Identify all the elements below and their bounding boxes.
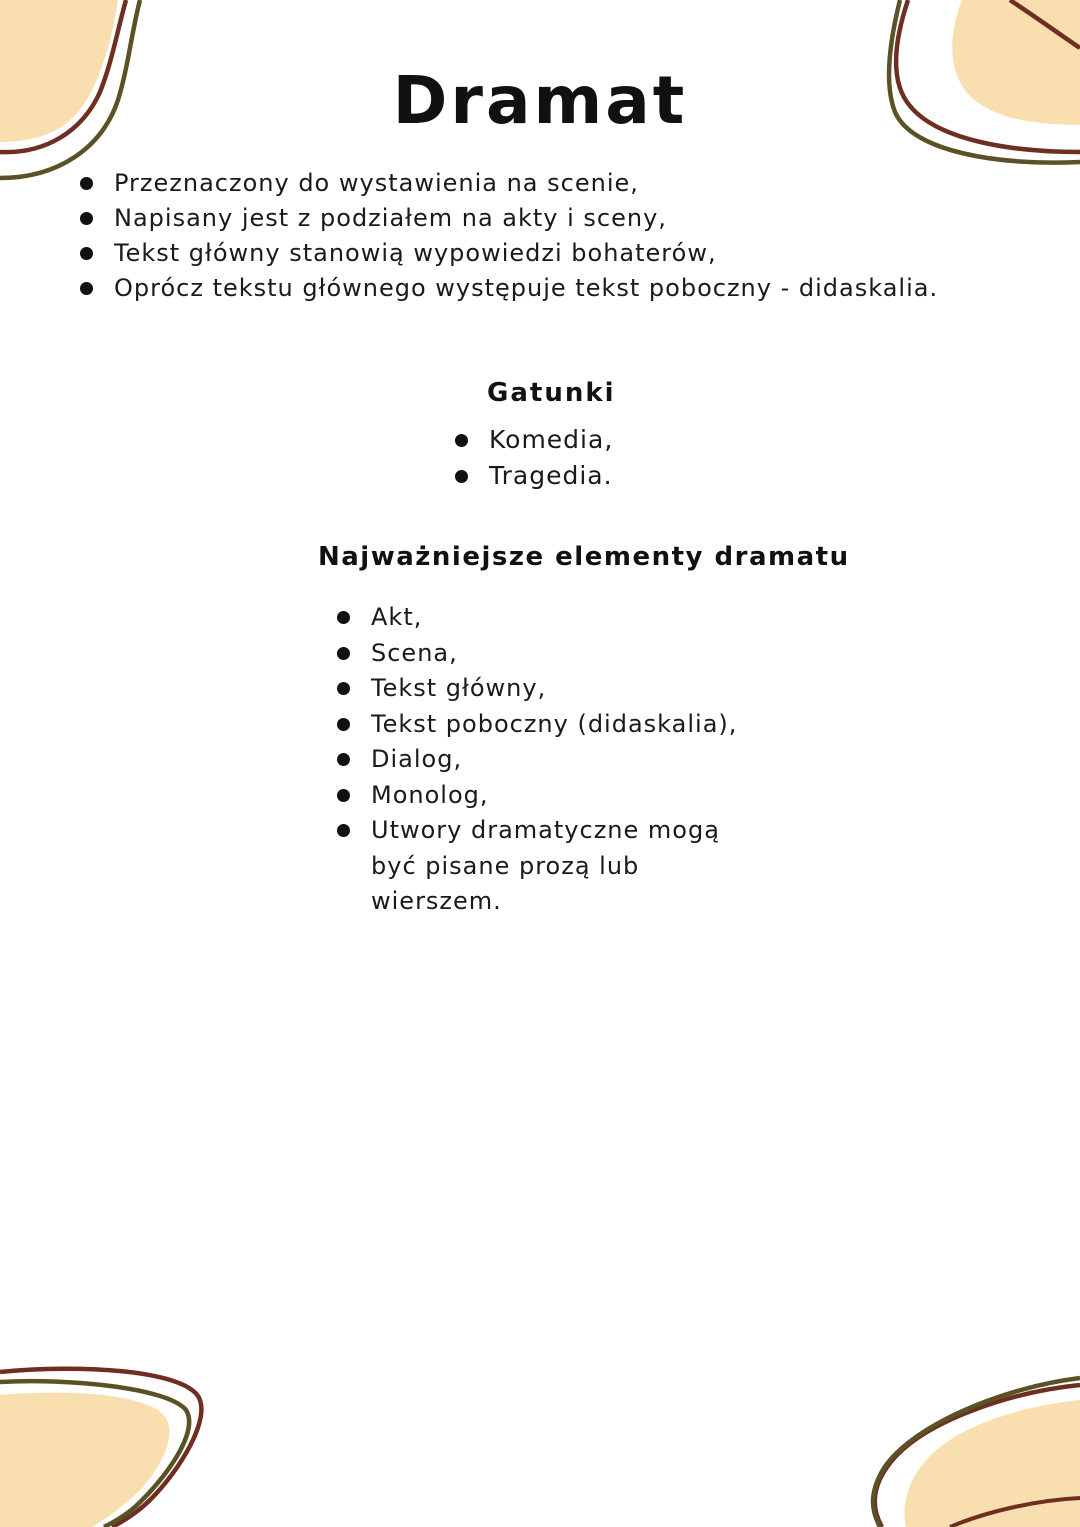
bottom-right-decoration — [873, 1378, 1080, 1527]
bullet-icon — [337, 611, 350, 624]
bullet-icon — [337, 824, 350, 837]
bottom-left-blob — [0, 1393, 169, 1527]
list-item — [455, 422, 613, 458]
list-item-text: Utwory dramatyczne mogą być pisane prozą lub wierszem. — [371, 816, 720, 915]
bullet-icon — [337, 718, 350, 731]
list-item-text: Przeznaczony do wystawienia na scenie, — [114, 169, 639, 197]
list-item — [80, 271, 938, 306]
list-item — [337, 636, 767, 672]
top-right-line-loop — [1010, 0, 1080, 48]
elements-heading: Najważniejsze elementy dramatu — [318, 542, 850, 572]
list-item — [337, 671, 767, 707]
bottom-left-line-brown — [0, 1369, 201, 1527]
bottom-left-line-olive — [0, 1381, 189, 1527]
bullet-icon — [80, 212, 93, 225]
bullet-icon — [80, 177, 93, 190]
list-item-text: Komedia, — [489, 425, 614, 454]
list-item — [337, 813, 767, 920]
list-item — [455, 458, 613, 494]
page-title: Dramat — [392, 62, 688, 139]
list-item — [80, 166, 938, 201]
bottom-right-blob — [905, 1400, 1080, 1527]
list-item-text: Scena, — [371, 638, 458, 667]
list-item — [80, 201, 938, 236]
bottom-left-decoration — [0, 1369, 201, 1527]
list-item-text: Tekst główny stanowią wypowiedzi bohaterów, — [114, 239, 717, 267]
list-item-text: Tekst poboczny (didaskalia), — [371, 709, 738, 738]
list-item-text: Tekst główny, — [371, 674, 547, 702]
list-item — [337, 778, 767, 814]
bullet-icon — [80, 247, 93, 260]
bullet-icon — [455, 470, 468, 483]
elements-list — [337, 600, 767, 920]
list-item — [337, 600, 767, 636]
bullet-icon — [337, 647, 350, 660]
bullet-icon — [80, 282, 93, 295]
list-item-text: Akt, — [371, 603, 423, 631]
list-item — [80, 236, 938, 271]
list-item-text: Dialog, — [371, 745, 463, 773]
list-item-text: Napisany jest z podziałem na akty i sceny, — [114, 204, 667, 232]
bullet-icon — [337, 682, 350, 695]
genres-list — [455, 422, 613, 494]
bottom-right-line-olive — [873, 1378, 1080, 1527]
list-item-text: Tragedia. — [489, 461, 613, 490]
list-item — [337, 707, 767, 743]
genres-heading: Gatunki — [487, 378, 616, 408]
bullet-icon — [337, 789, 350, 802]
bullet-icon — [455, 434, 468, 447]
list-item-text: Oprócz tekstu głównego występuje tekst poboczny - didaskalia. — [114, 274, 939, 302]
bullet-icon — [337, 753, 350, 766]
list-item — [337, 742, 767, 778]
bottom-right-line-brown-2 — [950, 1498, 1080, 1527]
intro-list — [80, 166, 938, 306]
list-item-text: Monolog, — [371, 780, 489, 809]
bottom-right-line-brown — [875, 1385, 1080, 1527]
